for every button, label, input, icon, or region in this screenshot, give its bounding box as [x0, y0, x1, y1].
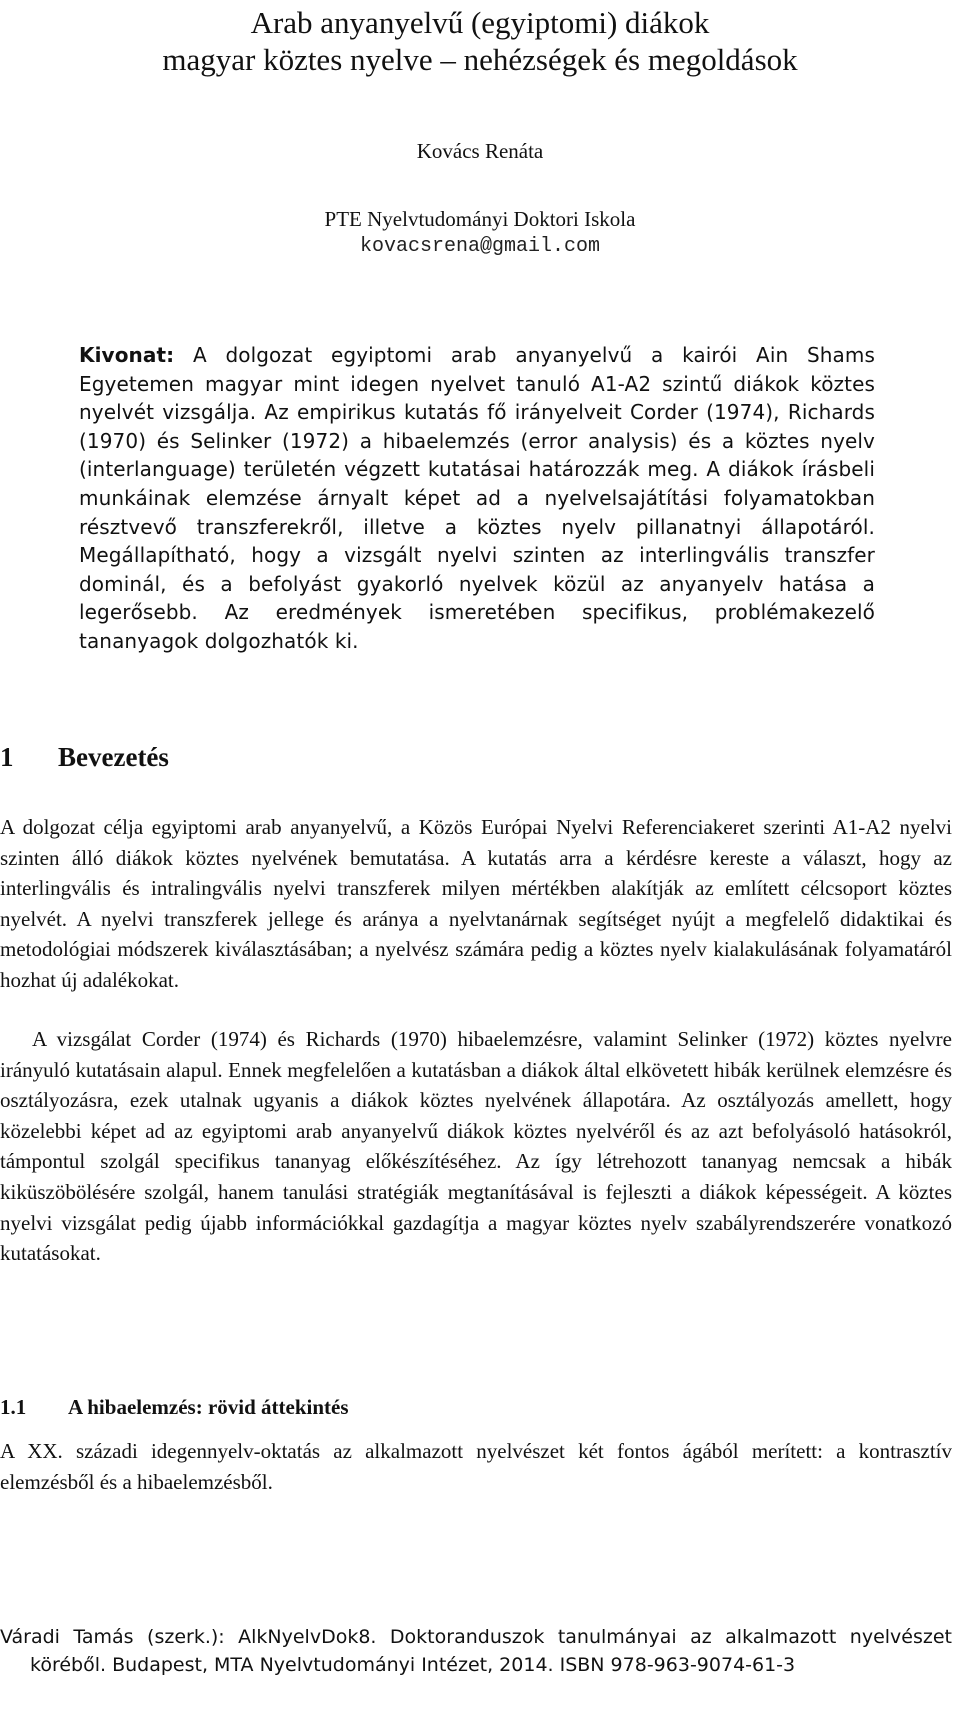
introduction-paragraph-2: A vizsgálat Corder (1974) és Richards (1970) hibaelemzésre, valamint Selinker (1972) köztes nyelvre irányuló kutatásain alapul. Ennek megfelelően a kutatásban a diákok által elkövetett hibák kerülnek elemzésre és osztályozásra, ezek utalnak ugyanis a diákok köztes nyelvének állapotára. Az osztályozás amellett, hogy közelebbi képet ad az egyiptomi arab anyanyelvű diákok köztes nyelvéről és az azt befolyásoló hatásokról, támpontul szolgál specifikus tananyag előkészítéséhez. Az így létrehozott tananyag nemcsak a hibák kiküszöbölésére szolgál, hanem tanulási stratégiák megtanításával is fejleszti a diákok képességeit. A köztes nyelvi vizsgálat pedig újabb információkkal gazdagítja a magyar köztes nyelv szabályrendszerére vonatkozó kutatásokat.	[0, 1027, 952, 1266]
author-affiliation: PTE Nyelvtudományi Doktori Iskola	[324, 207, 636, 231]
error-analysis-paragraph: A XX. századi idegennyelv-oktatás az alkalmazott nyelvészet két fontos ágából merített: a kontrasztív elemzésből és a hibaelemzésből.	[0, 1439, 952, 1494]
section-heading-introduction	[0, 741, 169, 773]
paper-title-line-2: magyar köztes nyelve – nehézségek és megoldások	[162, 42, 798, 77]
paper-title	[0, 4, 960, 78]
section-number: 1	[0, 742, 14, 772]
subsection-heading-error-analysis	[0, 1394, 349, 1420]
paper-title-line-1: Arab anyanyelvű (egyiptomi) diákok	[250, 5, 710, 40]
abstract	[79, 341, 875, 656]
source-citation-footer: Váradi Tamás (szerk.): AlkNyelvDok8. Doktoranduszok tanulmányai az alkalmazott nyelvészet köréből. Budapest, MTA Nyelvtudományi Intézet, 2014. ISBN 978-963-9074-61-3	[0, 1626, 952, 1676]
abstract-label: Kivonat:	[79, 343, 175, 367]
subsection-title: A hibaelemzés: rövid áttekintés	[68, 1395, 349, 1419]
author-name: Kovács Renáta	[416, 139, 544, 163]
author-email: kovacsrena@gmail.com	[359, 235, 601, 258]
subsection-number: 1.1	[0, 1395, 27, 1419]
abstract-text: A dolgozat egyiptomi arab anyanyelvű a kairói Ain Shams Egyetemen magyar mint idegen nyelvet tanuló A1-A2 szintű diákok köztes nyelvét vizsgálja. Az empirikus kutatás fő irányelveit Corder (1974), Richards (1970) és Selinker (1972) a hibaelemzés (error analysis) és a köztes nyelv (interlanguage) területén végzett kutatásai határozzák meg. A diákok írásbeli munkáinak elemzése árnyalt képet ad a nyelvelsajátítási folyamatokban résztvevő transzferekről, illetve a köztes nyelv pillanatnyi állapotáról. Megállapítható, hogy a vizsgált nyelvi szinten az interlingvális transzfer dominál, és a befolyást gyakorló nyelvek közül az anyanyelv hatása a legerősebb. Az eredmények ismeretében specifikus, problémakezelő tananyagok dolgozhatók ki.	[79, 343, 875, 653]
section-title: Bevezetés	[58, 742, 169, 772]
introduction-paragraph-1: A dolgozat célja egyiptomi arab anyanyelvű, a Közös Európai Nyelvi Referenciakeret szerinti A1-A2 nyelvi szinten álló diákok köztes nyelvének bemutatása. A kutatás arra a kérdésre kereste a választ, hogy az interlingvális és intralingvális nyelvi transzferek milyen mértékben alakítják az említett célcsoport köztes nyelvét. A nyelvi transzferek jellege és aránya a nyelvtanárnak segítséget nyújt a megfelelő didaktikai és metodológiai módszerek kiválasztásában; a nyelvész számára pedig a köztes nyelv kialakulásának folyamatáról hozhat új adalékokat.	[0, 815, 952, 992]
